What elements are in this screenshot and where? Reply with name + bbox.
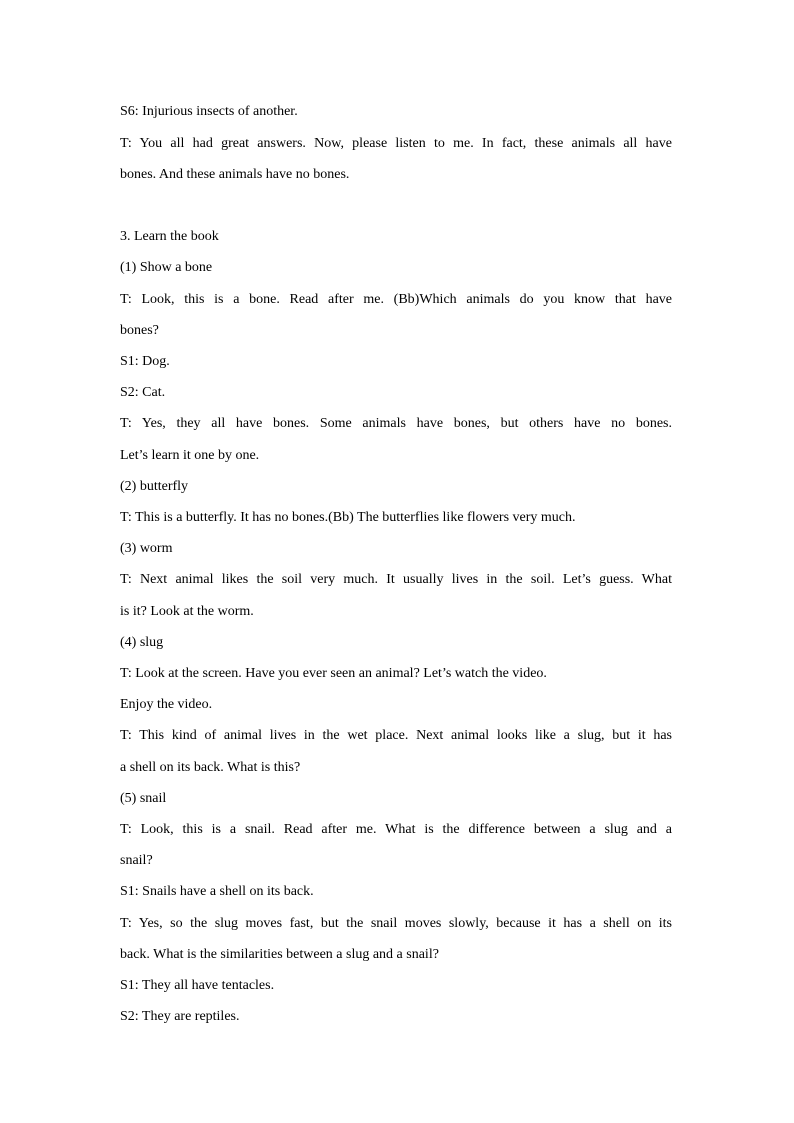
text-line: Enjoy the video. — [120, 697, 213, 712]
text-line: T: Yes, so the slug moves fast, but the snail moves slowly, because it has a shell on its — [120, 916, 672, 931]
text-line: T: Look, this is a snail. Read after me. What is the difference between a slug and a — [120, 822, 672, 837]
text-line: bones. And these animals have no bones. — [120, 167, 350, 182]
section-heading: 3. Learn the book — [120, 229, 219, 244]
text-line: S2: Cat. — [120, 385, 166, 400]
subheading: (3) worm — [120, 541, 173, 556]
text-line: T: Yes, they all have bones. Some animals have bones, but others have no bones. — [120, 416, 672, 431]
subheading: (2) butterfly — [120, 479, 189, 494]
subheading: (5) snail — [120, 791, 167, 806]
text-line: T: This kind of animal lives in the wet place. Next animal looks like a slug, but it has — [120, 728, 672, 743]
text-line: bones? — [120, 323, 159, 338]
text-line: a shell on its back. What is this? — [120, 760, 301, 775]
text-line: S2: They are reptiles. — [120, 1009, 240, 1024]
text-line: T: Look, this is a bone. Read after me. (Bb)Which animals do you know that have — [120, 292, 672, 307]
text-line: Let’s learn it one by one. — [120, 448, 260, 463]
text-line: snail? — [120, 853, 153, 868]
text-line: S1: They all have tentacles. — [120, 978, 275, 993]
text-line: T: You all had great answers. Now, please listen to me. In fact, these animals all have — [120, 136, 672, 151]
text-line: is it? Look at the worm. — [120, 604, 254, 619]
text-line: S6: Injurious insects of another. — [120, 104, 298, 119]
subheading: (4) slug — [120, 635, 164, 650]
text-line: S1: Snails have a shell on its back. — [120, 884, 314, 899]
subheading: (1) Show a bone — [120, 260, 213, 275]
text-line: S1: Dog. — [120, 354, 170, 369]
text-line: back. What is the similarities between a slug and a snail? — [120, 947, 439, 962]
text-line: T: Look at the screen. Have you ever seen an animal? Let’s watch the video. — [120, 666, 547, 681]
text-line: T: This is a butterfly. It has no bones.(Bb) The butterflies like flowers very much. — [120, 510, 576, 525]
text-line: T: Next animal likes the soil very much. It usually lives in the soil. Let’s guess. What — [120, 572, 672, 587]
